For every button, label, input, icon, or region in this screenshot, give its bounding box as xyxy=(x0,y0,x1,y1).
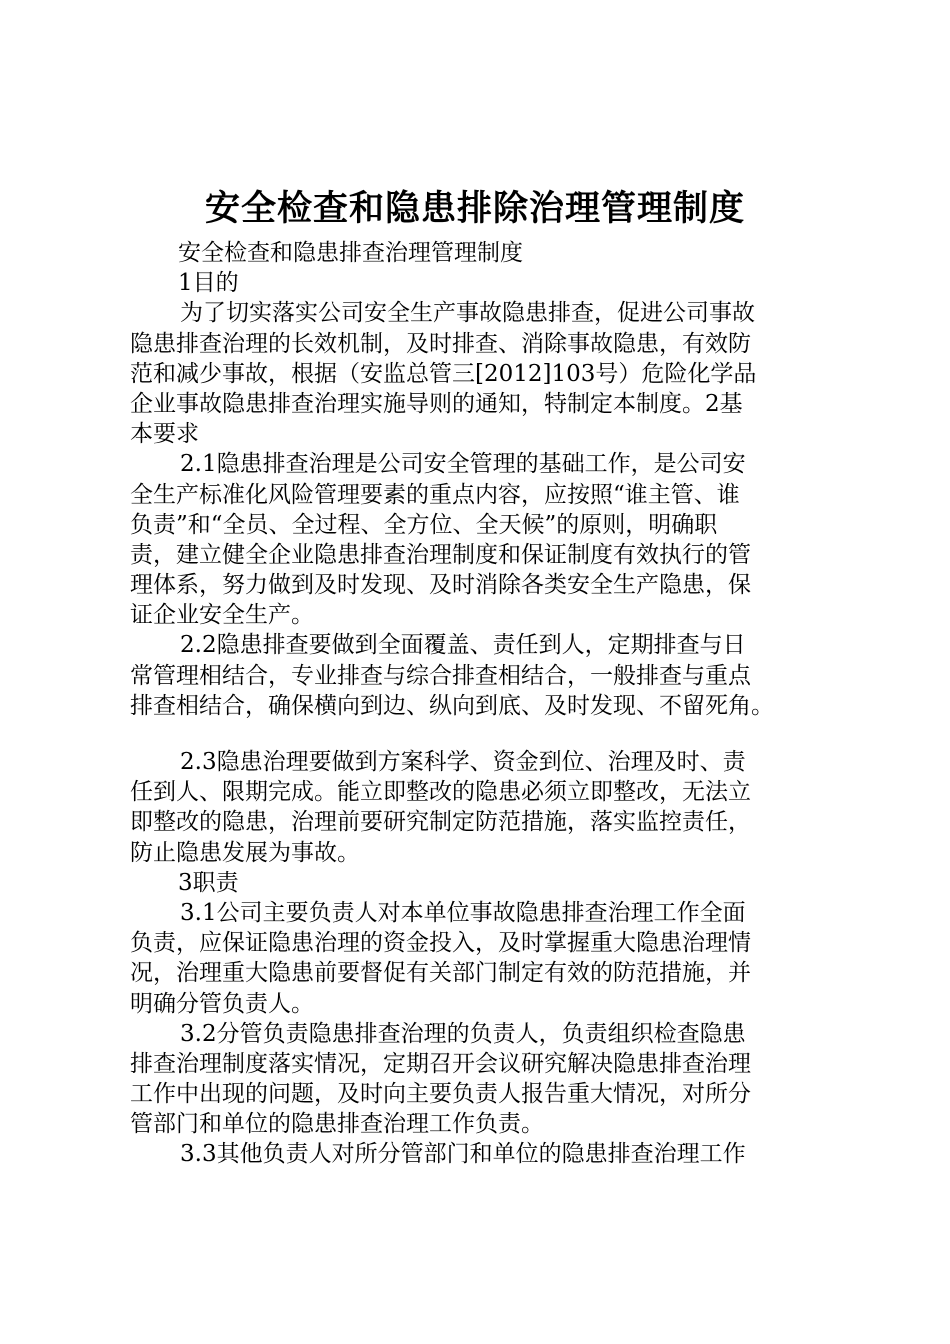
paragraph-line: 管部门和单位的隐患排查治理工作负责。 xyxy=(130,1111,544,1138)
paragraph-line: 企业事故隐患排查治理实施导则的通知，特制定本制度。2基 xyxy=(130,390,743,417)
paragraph-line: 排查治理制度落实情况，定期召开会议研究解决隐患排查治理 xyxy=(130,1050,751,1077)
paragraph-line: 3.1公司主要负责人对本单位事故隐患排查治理工作全面 xyxy=(180,899,746,926)
paragraph-3-3 xyxy=(130,1139,830,1169)
section-heading-responsibilities: 3职责 xyxy=(178,869,239,896)
paragraph-line: 常管理相结合，专业排查与综合排查相结合，一般排查与重点 xyxy=(130,662,751,689)
paragraph-2-3 xyxy=(130,747,830,868)
document-subtitle: 安全检查和隐患排查治理管理制度 xyxy=(178,240,523,266)
paragraph-line: 3.2分管负责隐患排查治理的负责人，负责组织检查隐患 xyxy=(180,1020,746,1047)
paragraph-3-1 xyxy=(130,898,830,1019)
paragraph-2-1 xyxy=(130,449,830,630)
paragraph-line: 防止隐患发展为事故。 xyxy=(130,839,360,866)
paragraph-line: 范和减少事故，根据（安监总管三[2012]103号）危险化学品 xyxy=(130,360,757,387)
paragraph-line: 为了切实落实公司安全生产事故隐患排查，促进公司事故 xyxy=(180,300,755,327)
paragraph-line: 隐患排查治理的长效机制，及时排查、消除事故隐患，有效防 xyxy=(130,330,751,357)
paragraph-line: 况，治理重大隐患前要督促有关部门制定有效的防范措施，并 xyxy=(130,960,751,987)
paragraph-line: 理体系，努力做到及时发现、及时消除各类安全生产隐患，保 xyxy=(130,572,751,599)
paragraph-line: 排查相结合，确保横向到边、纵向到底、及时发现、不留死角。 xyxy=(130,692,774,719)
paragraph-line: 负责”和“全员、全过程、全方位、全天候”的原则，明确职 xyxy=(130,511,718,538)
paragraph-line: 工作中出现的问题，及时向主要负责人报告重大情况，对所分 xyxy=(130,1081,751,1108)
paragraph-purpose xyxy=(130,298,830,449)
paragraph-2-2 xyxy=(130,630,830,721)
paragraph-line: 本要求 xyxy=(130,421,199,448)
section-heading-purpose: 1目的 xyxy=(178,270,239,297)
paragraph-3-2 xyxy=(130,1019,830,1140)
paragraph-line: 2.3隐患治理要做到方案科学、资金到位、治理及时、责 xyxy=(180,749,746,775)
paragraph-line: 即整改的隐患，治理前要研究制定防范措施，落实监控责任， xyxy=(130,809,751,836)
paragraph-line: 全生产标准化风险管理要素的重点内容，应按照“谁主管、谁 xyxy=(130,481,740,508)
paragraph-line: 责，建立健全企业隐患排查治理制度和保证制度有效执行的管 xyxy=(130,541,751,568)
document-body xyxy=(130,238,830,1170)
paragraph-line: 2.2隐患排查要做到全面覆盖、责任到人，定期排查与日 xyxy=(180,632,746,659)
paragraph-line: 2.1隐患排查治理是公司安全管理的基础工作，是公司安 xyxy=(180,451,746,478)
paragraph-line: 明确分管负责人。 xyxy=(130,990,314,1017)
document-title: 安全检查和隐患排除治理管理制度 xyxy=(204,188,745,229)
paragraph-line: 任到人、限期完成。能立即整改的隐患必须立即整改，无法立 xyxy=(130,779,751,806)
paragraph-line: 3.3其他负责人对所分管部门和单位的隐患排查治理工作 xyxy=(180,1141,746,1168)
paragraph-line: 证企业安全生产。 xyxy=(130,602,314,629)
paragraph-gap xyxy=(130,721,830,747)
paragraph-line: 负责，应保证隐患治理的资金投入，及时掌握重大隐患治理情 xyxy=(130,930,751,957)
